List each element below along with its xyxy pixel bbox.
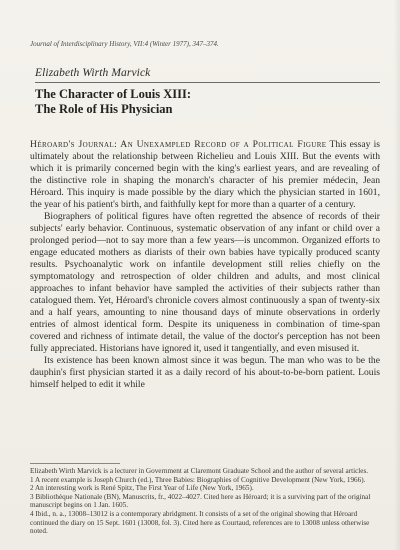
article-title — [35, 87, 375, 117]
title-line-1: The Character of Louis XIII: — [35, 87, 192, 101]
body-paragraph-3: Its existence has been known almost since it was begun. The man who was to be the dauphin's first physician started it as a daily record of his about-to-be-born patient. Louis himself helped to edit it while — [30, 355, 380, 390]
footnote-3: 3 Bibliothèque Nationale (BN), Manuscrits, fr., 4022–4027. Cited here as Héroard; it is a surviving part of the original manuscript begins on 1 Jan. 1605. — [30, 492, 371, 510]
author-name: Elizabeth Wirth Marvick — [35, 67, 151, 79]
journal-citation: Journal of Interdisciplinary History, VII:4 (Winter 1977), 347–374. — [30, 40, 219, 48]
title-line-2: The Role of His Physician — [35, 102, 173, 116]
footnote-author-bio: Elizabeth Wirth Marvick is a lecturer in Government at Claremont Graduate School and the author of several articles. — [30, 467, 369, 475]
article-body — [30, 139, 380, 391]
footnote-2: 2 An interesting work is René Spitz, The First Year of Life (New York, 1965). — [30, 484, 254, 493]
footnotes — [30, 467, 382, 536]
footnote-4: 4 Ibid., n. a., 13008–13012 is a contemporary abridgment. It consists of a set of the original showing that Héroard continued the diary on 15 Sept. 1601 (13008, fol. 3). Cited here as Courtaud, references are to 13008 unless otherwise noted. — [30, 509, 370, 536]
section-lead-heading: Héroard's Journal: An Unexampled Record of a Political Figure — [30, 139, 327, 150]
page-edge-shadow — [394, 0, 400, 550]
footnote-1: 1 A recent example is Joseph Church (ed.), Three Babies: Biographies of Cognitive Development (New York, 1966). — [30, 475, 366, 484]
footnote-rule — [30, 463, 120, 464]
paragraph-1-text: This essay is ultimately about the relationship between Richelieu and Louis XIII. But the events with which it is primarily concerned begin with the king's earliest years, and are revealing of the distinctive role in shaping the monarch's character of his premier médecin, Jean Héroard. This inquiry is made possible by the diary which the physician started in 1601, the year of his patient's birth, and faithfully kept for more than a quarter of a century. — [30, 139, 380, 210]
header-rule — [35, 82, 380, 83]
body-paragraph-1 — [30, 139, 380, 211]
body-paragraph-2: Biographers of political figures have often regretted the absence of records of their subjects' early behavior. Continuous, systematic observation of any infant or child over a prolonged period—not to say more than a few years—is uncommon. Organized efforts to engage educated mothers as diarists of their own babies have typically produced scanty results. Psychoanalytic work on infantile development still relies chiefly on the symptomatology and retrospection of older children and adults, and most clinical approaches to infant behavior have sampled the activities of their subjects rather than catalogued them. Yet, Héroard's chronicle covers almost continuously a span of twenty-six and a half years, amounting to nine thousand days of minute observations in orderly entries of almost identical form. Despite its uniqueness in combination of time-span covered and richness of intimate detail, the value of the doctor's perception has not been fully appreciated. Historians have ignored it, used it tangentially, and even misused it. — [30, 211, 380, 354]
